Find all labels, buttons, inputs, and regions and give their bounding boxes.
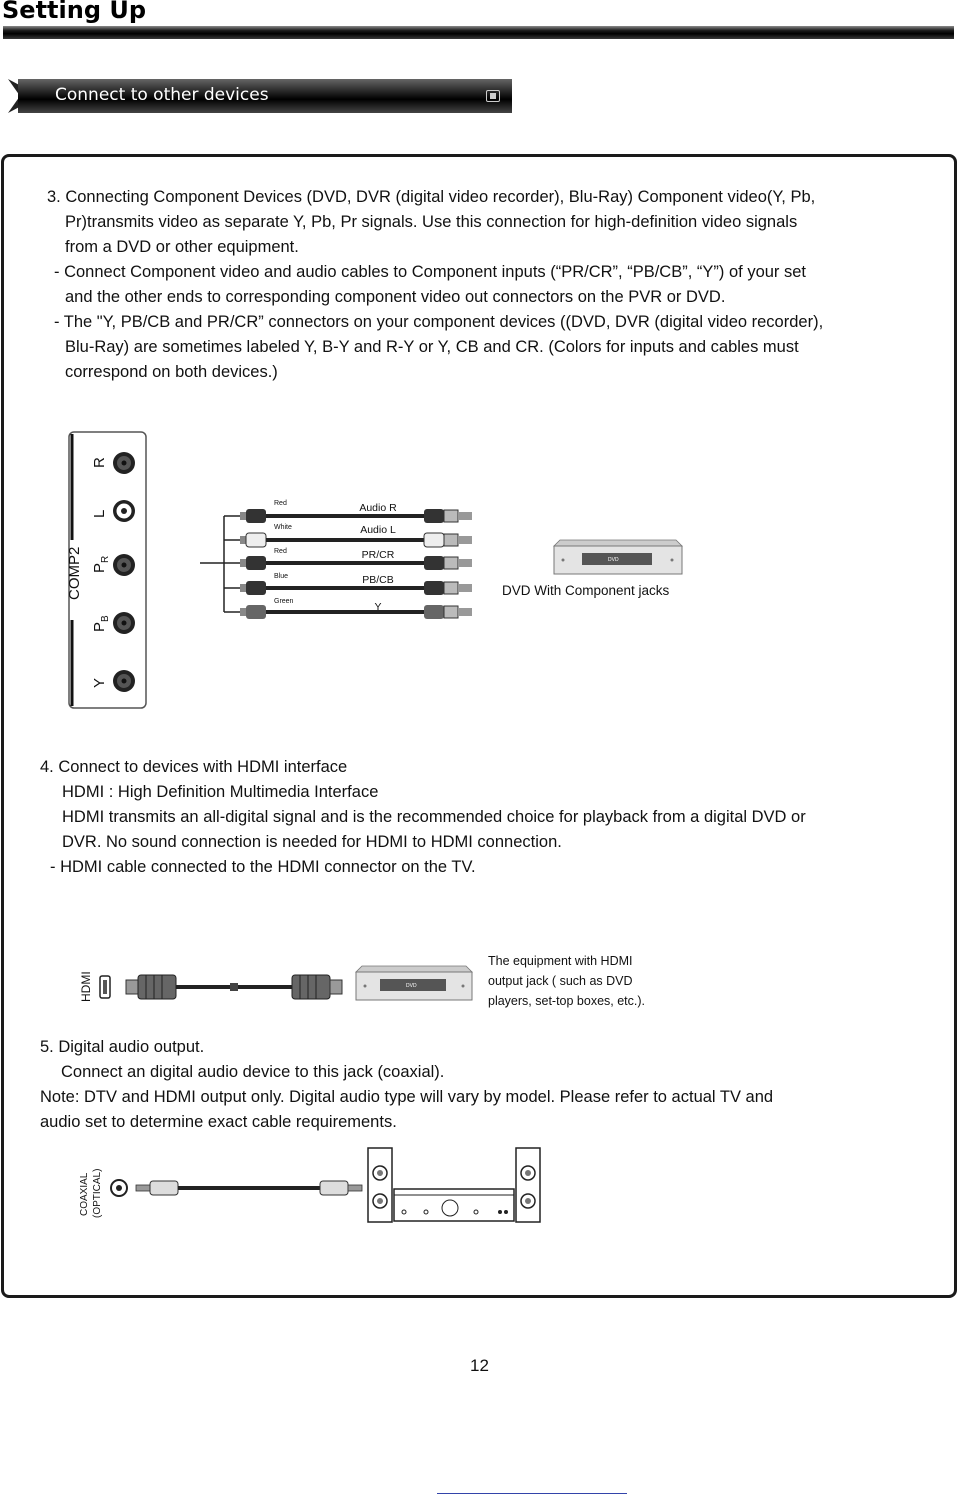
cable-pr bbox=[240, 556, 472, 570]
audio-system bbox=[368, 1148, 540, 1222]
cable-color-2: White bbox=[274, 524, 292, 531]
hdmi-desc-line2: DVR. No sound connection is needed for HDMI to HDMI connection. bbox=[62, 833, 562, 851]
optical-port-label: (OPTICAL) bbox=[92, 1168, 103, 1218]
digital-audio-line1: Connect an digital audio device to this jack (coaxial). bbox=[61, 1063, 445, 1081]
digital-audio-heading: 5. Digital audio output. bbox=[40, 1038, 205, 1056]
coaxial-cable bbox=[136, 1181, 362, 1195]
component-cables-diagram bbox=[200, 495, 500, 625]
hdmi-caption-line3: players, set-top boxes, etc.). bbox=[488, 994, 646, 1008]
hdmi-bullet: - HDMI cable connected to the HDMI connector on the TV. bbox=[50, 858, 476, 876]
digital-audio-note-line2: audio set to determine exact cable requirements. bbox=[40, 1113, 397, 1131]
component-bullet1-line2: and the other ends to corresponding component video out connectors on the PVR or DVD. bbox=[65, 288, 726, 306]
component-bullet2-line1: - The "Y, PB/CB and PR/CR” connectors on your component devices ((DVD, DVR (digital video recorder), bbox=[54, 313, 824, 331]
hdmi-connection-diagram bbox=[70, 960, 480, 1010]
coaxial-port-label: COAXIAL bbox=[79, 1172, 90, 1216]
jack-r bbox=[113, 452, 135, 474]
jack-y bbox=[113, 670, 135, 692]
section-label: Connect to other devices bbox=[55, 85, 269, 105]
jack-label-r: R bbox=[91, 457, 108, 468]
cable-audio-r bbox=[240, 509, 472, 523]
dvd-component-caption: DVD With Component jacks bbox=[502, 583, 670, 598]
jack-pb bbox=[113, 612, 135, 634]
dvd-player-hdmi bbox=[356, 966, 472, 1000]
cable-signal-3: PR/CR bbox=[361, 549, 395, 561]
hdmi-caption-line2: output jack ( such as DVD bbox=[488, 974, 633, 988]
jack-label-pb: $P_B$ bbox=[91, 615, 111, 632]
cable-color-4: Blue bbox=[274, 573, 289, 580]
header-bar bbox=[3, 26, 954, 39]
component-jack-panel bbox=[60, 430, 152, 712]
dvd-player-component bbox=[548, 538, 688, 578]
footer-line bbox=[437, 1493, 627, 1494]
cable-color-1: Red bbox=[274, 500, 287, 507]
component-heading-line1: 3. Connecting Component Devices (DVD, DVR (digital video recorder), Blu-Ray) Component video(Y, Pb, bbox=[47, 188, 816, 206]
coaxial-connection-diagram bbox=[70, 1142, 550, 1226]
digital-audio-note-line1: Note: DTV and HDMI output only. Digital audio type will vary by model. Please refer to actual TV and bbox=[40, 1088, 774, 1106]
cable-signal-1: Audio R bbox=[359, 502, 397, 514]
component-bullet1-line1: - Connect Component video and audio cables to Component inputs (“PR/CR”, “PB/CB”, “Y”) of your set bbox=[54, 263, 807, 281]
hdmi-cable bbox=[126, 975, 342, 999]
page-title: Setting Up bbox=[2, 0, 147, 24]
coaxial-port-icon bbox=[111, 1180, 127, 1196]
svg-text:DVD: DVD bbox=[608, 557, 619, 563]
cable-y bbox=[240, 605, 472, 619]
component-bullet2-line3: correspond on both devices.) bbox=[65, 363, 278, 381]
jack-l bbox=[113, 500, 135, 522]
cable-color-3: Red bbox=[274, 548, 287, 555]
page-number: 12 bbox=[470, 1356, 489, 1375]
cable-pb bbox=[240, 581, 472, 595]
comp2-label: COMP2 bbox=[66, 546, 83, 600]
cable-signal-5: Y bbox=[374, 601, 382, 613]
jack-label-pr: $P_R$ bbox=[91, 555, 111, 573]
svg-text:DVD: DVD bbox=[406, 983, 417, 989]
menu-square-icon bbox=[486, 90, 500, 102]
section-banner bbox=[18, 79, 512, 113]
cable-audio-l bbox=[240, 533, 472, 547]
hdmi-caption-line1: The equipment with HDMI bbox=[488, 954, 633, 968]
cable-signal-2: Audio L bbox=[360, 524, 396, 536]
hdmi-heading: 4. Connect to devices with HDMI interface bbox=[40, 758, 348, 776]
hdmi-desc-line1: HDMI transmits an all-digital signal and is the recommended choice for playback from a digital DVD or bbox=[62, 808, 806, 826]
cable-signal-4: PB/CB bbox=[362, 574, 394, 586]
hdmi-port-label: HDMI bbox=[79, 971, 93, 1002]
component-bullet2-line2: Blu-Ray) are sometimes labeled Y, B-Y and R-Y or Y, CB and CR. (Colors for inputs and cables must bbox=[65, 338, 799, 356]
component-heading-line3: from a DVD or other equipment. bbox=[65, 238, 299, 256]
hdmi-subtitle: HDMI : High Definition Multimedia Interface bbox=[62, 783, 379, 801]
component-heading-line2: Pr)transmits video as separate Y, Pb, Pr signals. Use this connection for high-definition video signals bbox=[65, 213, 798, 231]
jack-label-l: L bbox=[91, 509, 108, 518]
cable-color-5: Green bbox=[274, 598, 294, 605]
jack-pr bbox=[113, 554, 135, 576]
jack-label-y: Y bbox=[91, 677, 108, 688]
